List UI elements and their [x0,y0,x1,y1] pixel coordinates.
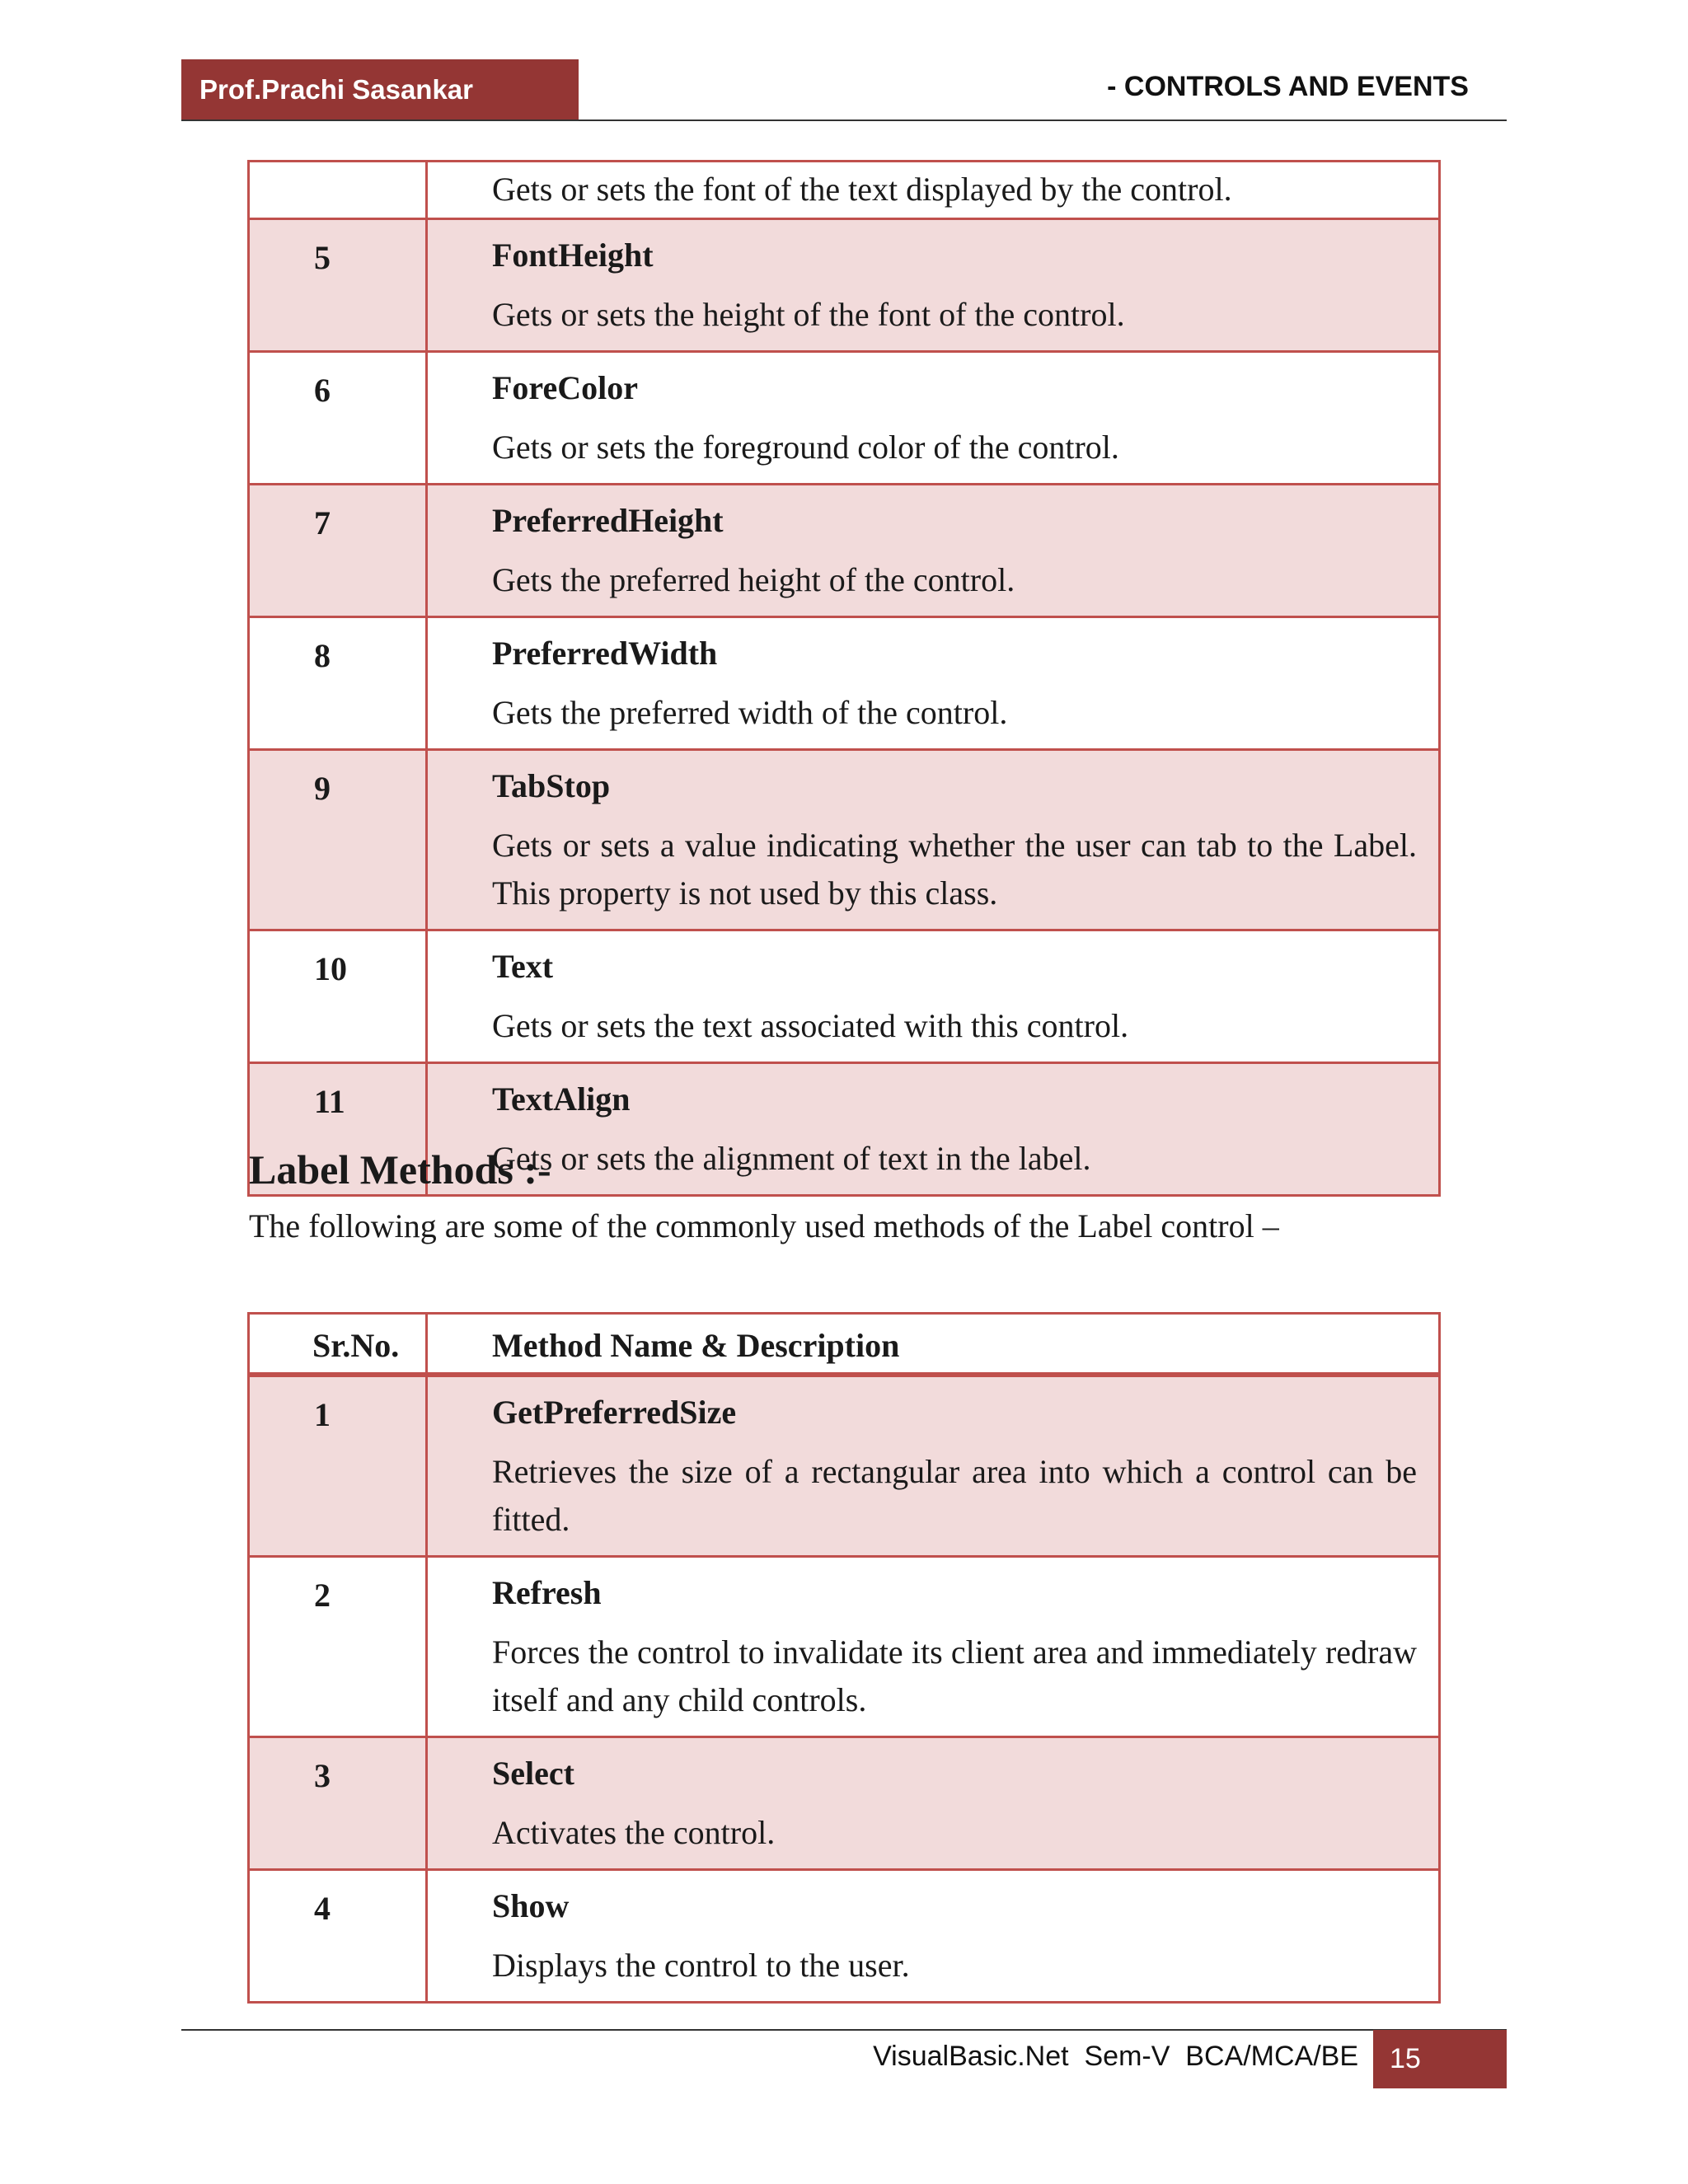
column-header-method: Method Name & Description [427,1314,1440,1375]
row-number: 3 [249,1736,427,1869]
continued-desc-cell [427,162,1440,219]
properties-table [247,160,1441,1197]
table-row [249,485,1440,617]
footer-course: VisualBasic.Net Sem-V BCA/MCA/BE [873,2041,1358,2072]
row-content [427,930,1440,1063]
row-number: 4 [249,1869,427,2002]
row-content [427,352,1440,485]
method-description: Activates the control. [492,1813,776,1851]
property-name: ForeColor [492,369,638,406]
row-number: 1 [249,1375,427,1557]
method-name: Select [492,1754,574,1792]
method-name: GetPreferredSize [492,1393,737,1431]
row-content [427,1736,1440,1869]
table-row [249,617,1440,750]
header-author: Prof.Prachi Sasankar [199,73,473,105]
header-chapter-title: - CONTROLS AND EVENTS [1107,71,1469,102]
num-cell-empty [249,162,427,219]
method-description: Displays the control to the user. [492,1946,910,1984]
method-name: Show [492,1886,570,1924]
row-number: 6 [249,352,427,485]
row-content [427,1869,1440,2002]
property-description: Gets or sets the foreground color of the control. [492,429,1119,466]
row-number: 2 [249,1556,427,1736]
section-intro: The following are some of the commonly used methods of the Label control – [249,1207,1279,1244]
method-name: Refresh [492,1573,602,1611]
row-content [427,750,1440,930]
table-row [249,1869,1440,2002]
property-name: PreferredHeight [492,502,724,539]
property-description: Gets or sets the text associated with this control. [492,1007,1129,1044]
continued-description: Gets or sets the font of the text displayed by the control. [492,171,1232,208]
row-number: 8 [249,617,427,750]
property-description: Gets or sets a value indicating whether the user can tab to the Label. This property is not used by this class. [492,827,1417,912]
page-number: 15 [1390,2043,1421,2074]
column-header-srno: Sr.No. [249,1314,427,1375]
method-description: Retrieves the size of a rectangular area into which a control can be fitted. [492,1452,1417,1538]
table-row [249,930,1440,1063]
footer-page-box [1373,2030,1507,2088]
property-name: TabStop [492,767,611,804]
row-number: 11 [249,1063,427,1196]
table-row [249,162,1440,219]
row-number: 7 [249,485,427,617]
table-row [249,1375,1440,1557]
property-name: FontHeight [492,237,654,274]
table-row [249,352,1440,485]
property-name: TextAlign [492,1080,631,1118]
row-content [427,1063,1440,1196]
table-row [249,1736,1440,1869]
row-number: 9 [249,750,427,930]
property-name: PreferredWidth [492,635,718,672]
row-number: 5 [249,219,427,352]
footer-divider [181,2029,1507,2031]
row-content [427,1375,1440,1557]
table-row [249,1556,1440,1736]
table-row [249,750,1440,930]
header-author-band [181,59,579,120]
property-description: Gets or sets the height of the font of the control. [492,296,1125,333]
row-content [427,485,1440,617]
section-heading: Label Methods :- [249,1146,551,1193]
header-divider [181,120,1507,121]
method-description: Forces the control to invalidate its client area and immediately redraw itself and any child controls. [492,1633,1417,1718]
property-description: Gets or sets the alignment of text in the label. [492,1140,1091,1177]
row-content [427,617,1440,750]
property-description: Gets the preferred height of the control. [492,561,1015,598]
row-content [427,1556,1440,1736]
methods-table [247,1312,1441,2004]
row-number: 10 [249,930,427,1063]
row-content [427,219,1440,352]
property-description: Gets the preferred width of the control. [492,694,1008,731]
table-header-row [249,1314,1440,1375]
table-row [249,219,1440,352]
property-name: Text [492,948,554,985]
